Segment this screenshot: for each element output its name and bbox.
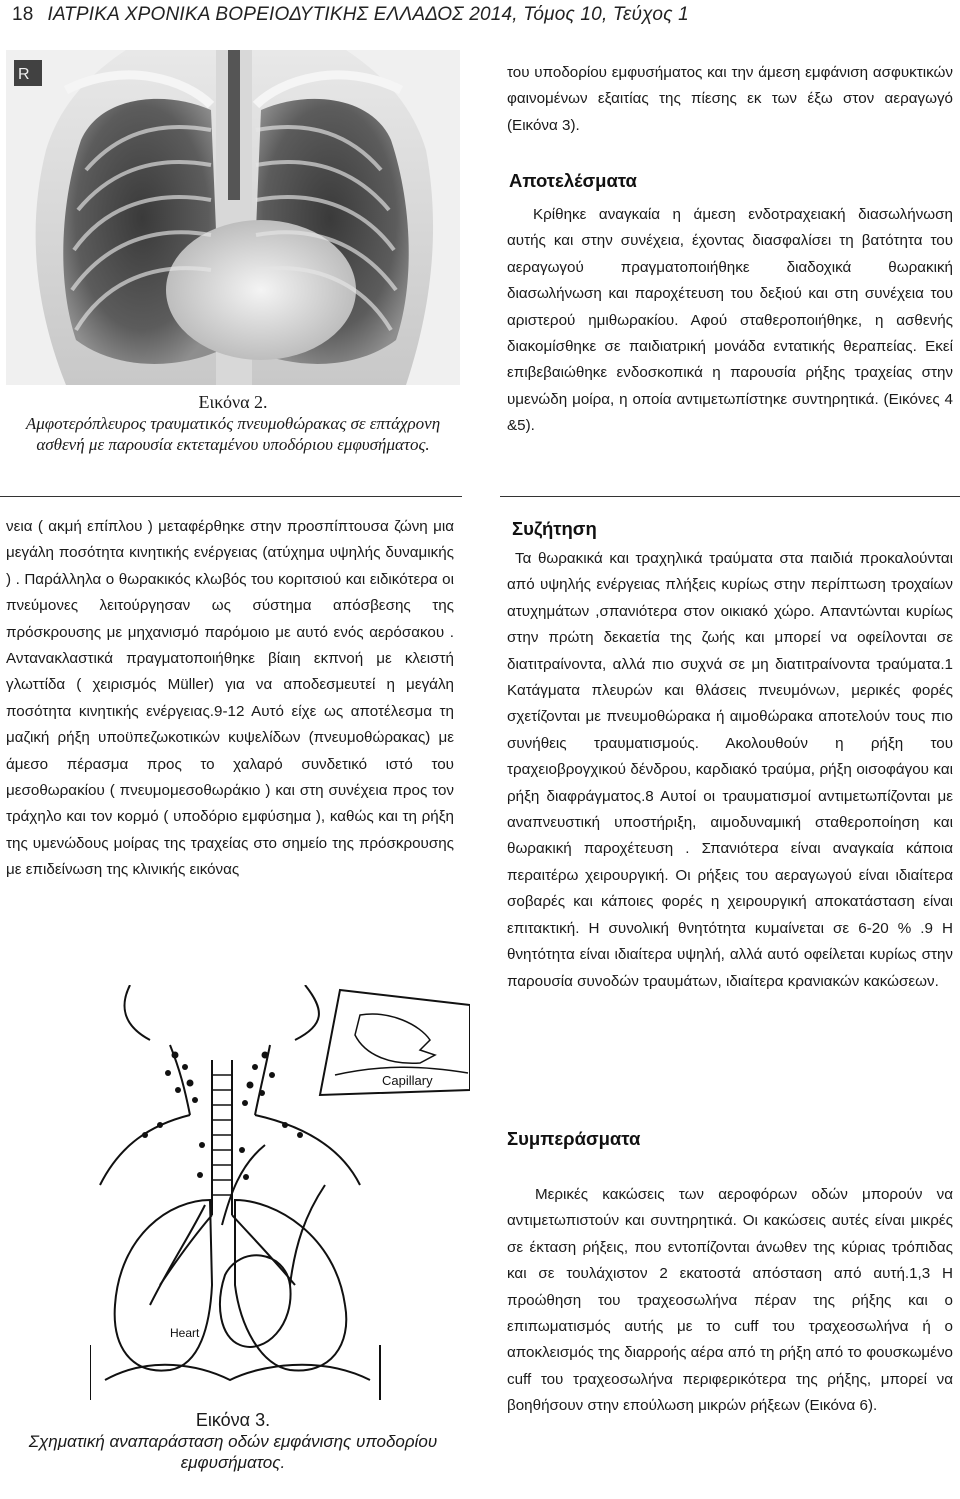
airway-emphysema-diagram [90,985,470,1400]
continuation-text: του υποδορίου εμφυσήματος και την άμεση εμφάνιση ασφυκτικών φαινομένων εξαιτίας της πίεσης εκ των έξω στον αεραγωγό (Εικόνα 3). [507,64,953,134]
figure-2-caption-text: Αμφοτερόπλευρος τραυματικός πνευμοθώρακας σε επτάχρονη ασθενή με παρουσία εκτεταμένου υποδόριου εμφυσήματος. [25,414,441,454]
conclusions-text: Μερικές κακώσεις των αεροφόρων οδών μπορούν να αντιμετωπιστούν και συντηρητικά. Οι κακώσεις αυτές είναι μικρές σε έκταση ρήξεις, που εντοπίζονται άνωθεν της κύριας τρόπιδας και σε τουλάχιστον 2 εκατοστά απόσταση από αυτή.1,3 Η προώθηση του τραχεοσωλήνα πέραν της ρήξης και ο επιπωματισμός αυτής με το cuff του τραχεοσωλήνα ή ο αποκλεισμός της διαρροής αέρα από τη ρήξη από το φουσκωμένο cuff του τραχεοσωλήνα περιφερικότερα της ρήξης, μπορεί να βοηθήσουν στην επούλωση μικρών ρήξεων (Εικόνα 6). [507,1186,953,1415]
results-paragraph [507,202,953,440]
results-heading: Αποτελέσματα [509,170,637,191]
discussion-text: Τα θωρακικά και τραχηλικά τραύματα στα παιδιά προκαλούνται από υψηλής ενέργειας πλήξεις κυρίως στην περίπτωση τροχαίων ατυχημάτων ,σπανιότερα στον οικιακό χώρο. Απαντώνται κυρίως στην πρώτη δεκαετία της ζωής και μπορεί να οφείλονται σε διατιτραίνοντα, αλλά πιο συχνά σε μη διατιτραίνοντα τραύματα.1 Κατάγματα πλευρών και θλάσεις πνευμόνων, μερικές φορές σχετίζονται με πνευμοθώρακα ή αιμοθώρακα αποτελούν τους πιο συνήθεις τραυματισμούς. Ακολουθούν η ρήξη του τραχειοβρογχικού δένδρου, καρδιακό τραύμα, ρήξη οισοφάγου και ρήξη διαφράγματος.8 Αυτοί οι τραυματισμοί αντιμετωπίζονται με αναπνευστική υποστήριξη, αιμοδυναμική σταθεροποίηση και θωρακική παροχέτευση . Σπανιότερα είναι αναγκαία κάποια περαιτέρω χειρουργική. Οι ρήξεις του αεραγωγού είναι ιδιαίτερα σοβαρές και κάποιες φορές η χειρουργική αποκατάσταση είναι επιτακτική. Η συνολική θνητότητα κυμαίνεται σε 6-20 % .9 Η θνητότητα είναι ιδιαίτερα υψηλή, αλλά αυτό οφείλεται κυρίως στην παρουσία συνοδών τραυμάτων, ιδιαίτερα κρανιακών κακώσεων. [507,550,953,990]
conclusions-heading: Συμπεράσματα [507,1128,641,1149]
figure-2-caption [0,392,466,455]
capillary-label: Capillary [382,1073,433,1088]
figure-3-label: Εικόνα 3. [195,1410,271,1430]
results-text: Κρίθηκε αναγκαία η άμεση ενδοτραχειακή διασωλήνωση αυτής και στην συνέχεια, έχοντας διασφαλίσει τη βατότητα του αεραγωγού πραγματοποιήθηκε διαδοχικά θωρακική διασωλήνωση και παροχέτευση του δεξιού και στη συνέχεια του αριστερού ημιθωρακίου. Αφού σταθεροποιήθηκε, η ασθενής διακομίσθηκε σε παιδιατρική μονάδα εντατικής θεραπείας. Εκεί επιβεβαιώθηκε ενδοσκοπικά η παρουσία ρήξης τραχείας στην υμενώδη μοίρα, η οποία αντιμετωπίστηκε συντηρητικά. (Εικόνες 4 &5). [507,206,953,435]
chest-xray-image [6,50,460,385]
mechanism-paragraph [6,514,454,884]
figure-2-label: Εικόνα 2. [198,392,268,412]
figure-3-caption-text: Σχηματική αναπαράσταση οδών εμφάνισης υποδορίου εμφυσήματος. [28,1432,438,1472]
left-divider [0,496,462,497]
conclusions-paragraph [507,1182,953,1420]
discussion-heading: Συζήτηση [512,518,597,539]
running-header [12,4,689,26]
journal-title: ΙΑΤΡΙΚΑ ΧΡΟΝΙΚΑ ΒΟΡΕΙΟΔΥΤΙΚΗΣ ΕΛΛΑΔΟΣ 2014, Τόμος 10, Τεύχος 1 [47,4,689,25]
mechanism-text: νεια ( ακμή επίπλου ) μεταφέρθηκε στην προσπίπτουσα ζώνη μια μεγάλη ποσότητα κινητικής ενέργειας (ατύχημα υψηλής δυναμικής ) . Παράλληλα ο θωρακικός κλωβός του κοριτσιού και ειδικότερα οι πνεύμονες λειτούργησαν ως σύστημα απόσβεσης της πρόσκρουσης με μηχανισμό παρόμοιο με αυτό ενός αερόσακου . Ανταvακλαστικά πραγματοποιήθηκε βίαιη εκπνοή με κλειστή γλωττίδα ( χειρισμός Müller) για να αποδεσμευτεί η μεγάλη ποσότητα κινητικής ενέργειας.9-12 Αυτό είχε ως αποτέλεσμα τη μαζική ρήξη υποϋπεζωκοτικών κυψελίδων (πνευμοθώρακας) με άμεσο πέρασμα προς το χαλαρό συνδετικό ιστό του μεσοθωρακίου ( πνευμομεσοθωράκιο ) και στη συνέχεια προς τον τράχηλο και τον κορμό ( υποδόριο εμφύσημα ), καθώς και τη ρήξη της υμενώδους μοίρας της τραχείας στο σημείο της πρόσκρουσης με επιδείνωση της κλινικής εικόνας [6,518,454,879]
figure-3-caption [0,1410,466,1473]
continuation-paragraph [507,60,953,139]
xray-side-marker: R [18,66,30,83]
discussion-paragraph [507,546,953,995]
right-divider [500,496,960,497]
page-number: 18 [12,4,34,25]
heart-label: Heart [170,1326,200,1340]
